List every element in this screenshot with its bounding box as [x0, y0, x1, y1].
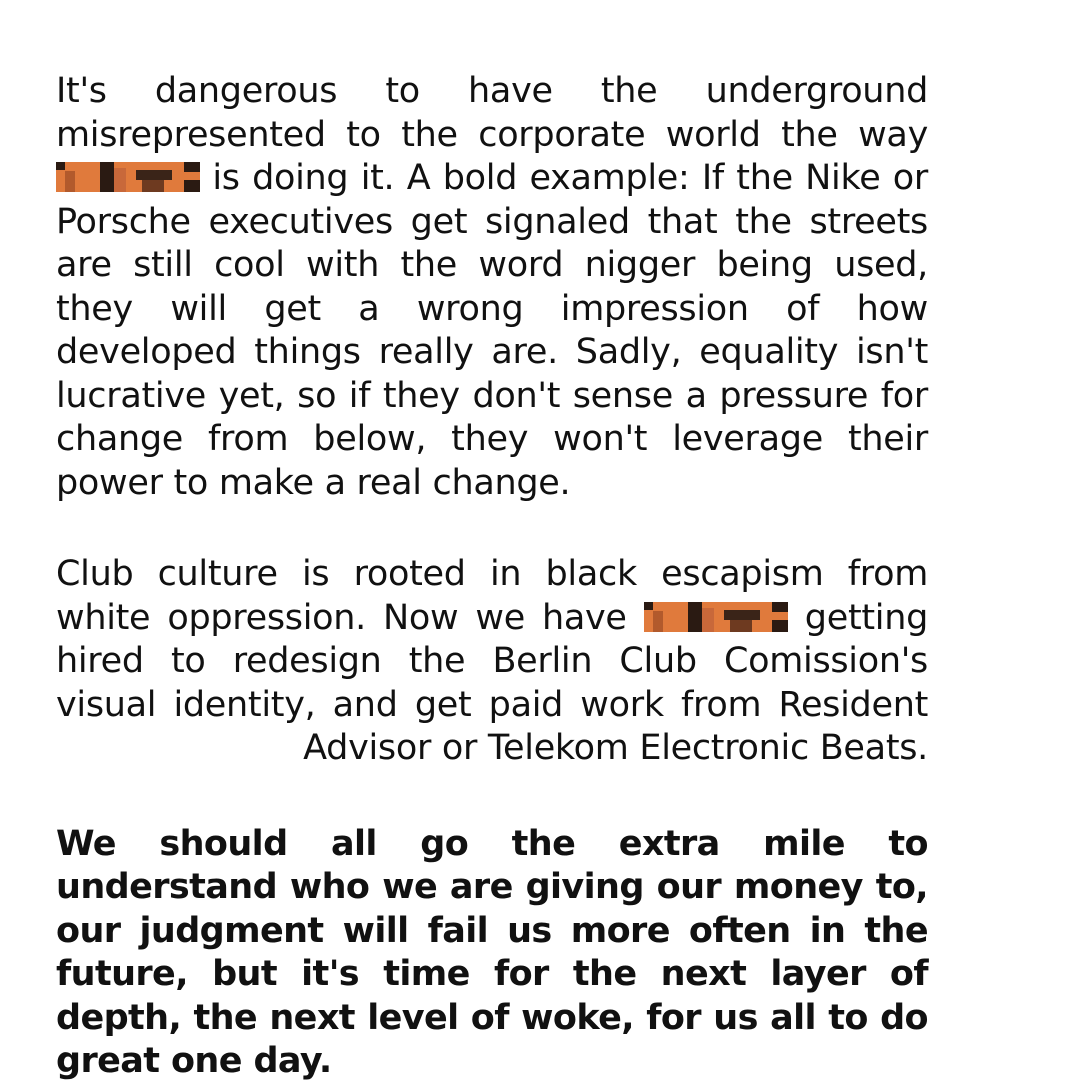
paragraph-1-text-start: It's dangerous to have the underground misrepresented to the corporate world the way: [56, 71, 928, 155]
redacted-name-block: [56, 162, 200, 192]
paragraph-2-text-start: Club culture is rooted in black escapism from white oppression. Now we have: [56, 554, 928, 638]
paragraph-3-bold-statement: We should all go the extra mile to understand who we are giving our money to, our judgment will fail us more often in the future, but it's time for the next layer of depth, the next level of woke, for us all to do great one day.: [56, 823, 928, 1081]
paragraph-1-text-end: is doing it. A bold example: If the Nike or Porsche executives get signaled that the streets are still cool with the word nigger being used, they will get a wrong impression of how developed things really are. Sadly, equality isn't lucrative yet, so if they don't sense a pressure for change from below, they won't leverage their power to make a real change.: [56, 158, 928, 503]
text-document: [56, 70, 928, 1084]
redacted-name-block: [644, 602, 788, 632]
paragraph-2: [56, 553, 928, 771]
paragraph-2-text-end: getting hired to redesign the Berlin Club Comission's visual identity, and get paid work from Resident Advisor or Telekom Electronic Beats.: [56, 597, 929, 768]
paragraph-1: [56, 70, 928, 505]
